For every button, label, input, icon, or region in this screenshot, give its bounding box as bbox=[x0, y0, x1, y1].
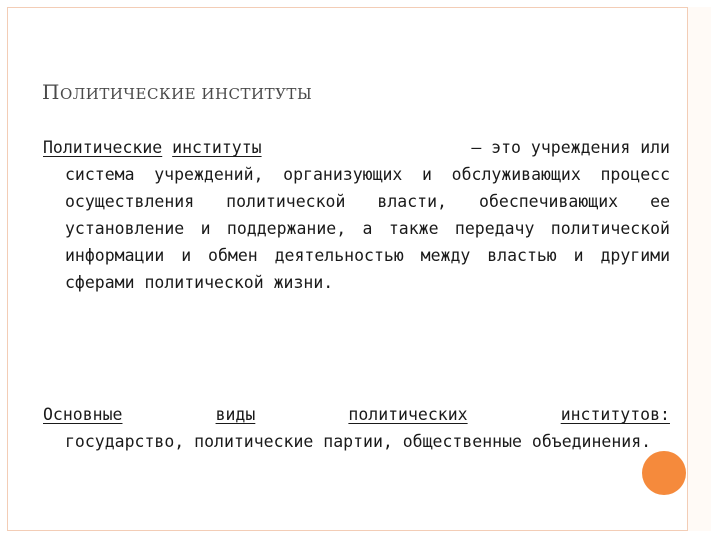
definition-body: система учреждений, организующих и обслуживающих процесс осуществления политической власти, обеспечивающих ее установление и поддержание, а также передачу политической информации и обмен деятельностью между властью и другими сферами политической жизни. bbox=[65, 165, 670, 292]
slide-title bbox=[42, 80, 312, 104]
term-word-2: институты bbox=[172, 138, 262, 157]
types-heading bbox=[43, 401, 670, 428]
types-paragraph bbox=[43, 401, 670, 455]
types-body: государство, политические партии, общественные объединения. bbox=[65, 432, 652, 451]
term-word-1: Политические bbox=[43, 138, 163, 157]
title-cap: П bbox=[42, 80, 60, 104]
side-strip bbox=[687, 7, 711, 531]
types-word-4: институтов: bbox=[560, 405, 670, 424]
types-word-3: политических bbox=[348, 405, 468, 424]
types-word-2: виды bbox=[215, 405, 256, 424]
title-rest: ОЛИТИЧЕСКИЕ ИНСТИТУТЫ bbox=[59, 85, 313, 103]
definition-paragraph bbox=[43, 134, 670, 296]
definition-lead-line bbox=[43, 134, 670, 161]
definition-lead-rest: — это учреждения или bbox=[471, 138, 670, 157]
definition-term bbox=[43, 134, 262, 161]
accent-circle bbox=[642, 451, 686, 495]
types-word-1: Основные bbox=[43, 405, 123, 424]
